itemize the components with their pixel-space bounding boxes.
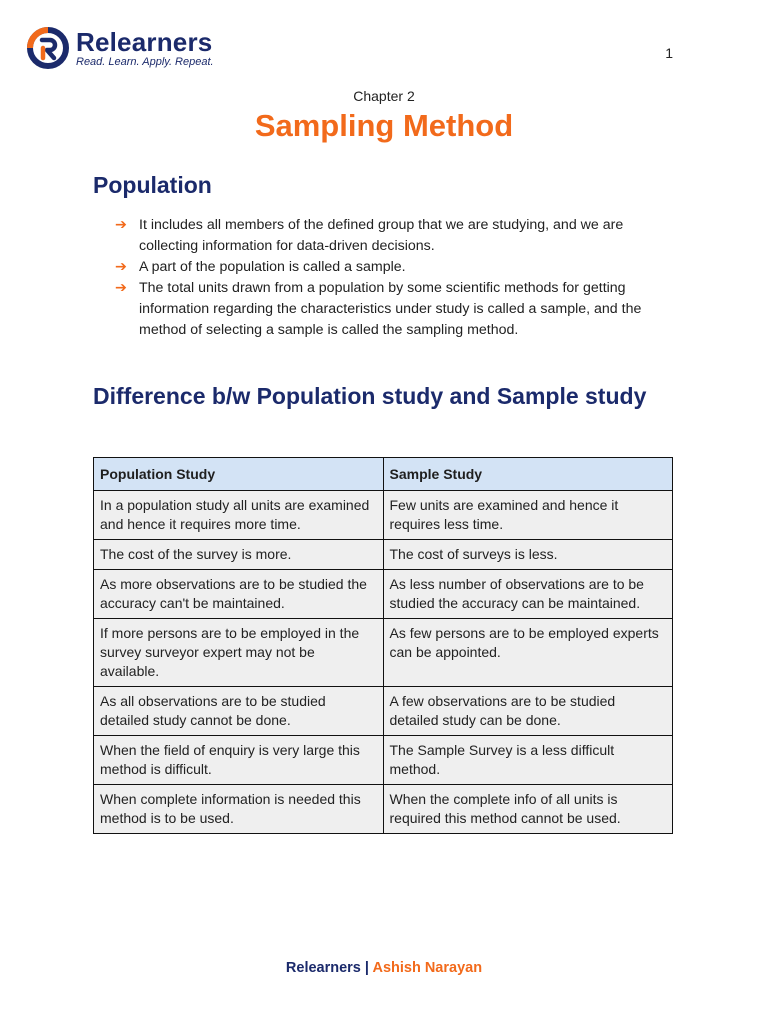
table-row (94, 540, 673, 570)
population-heading: Population (93, 172, 212, 198)
table-cell: When complete information is needed this method is to be used. (94, 785, 384, 834)
table-row (94, 785, 673, 834)
bullet-text: It includes all members of the defined group that we are studying, and we are collecting information for data-driven decisions. (139, 217, 624, 254)
brand-name: Relearners (76, 26, 213, 57)
table-cell: When the complete info of all units is required this method cannot be used. (383, 785, 673, 834)
table-cell: As less number of observations are to be studied the accuracy can be maintained. (383, 570, 673, 619)
arrow-right-icon: ➔ (115, 280, 127, 296)
table-row (94, 619, 673, 687)
table-row (94, 570, 673, 619)
arrow-right-icon: ➔ (115, 259, 127, 275)
comparison-table (93, 457, 673, 834)
table-cell: A few observations are to be studied detailed study can be done. (383, 687, 673, 736)
brand-text (76, 26, 214, 68)
table-row (94, 687, 673, 736)
table-cell: If more persons are to be employed in the survey surveyor expert may not be available. (94, 619, 384, 687)
chapter-label: Chapter 2 (353, 88, 415, 104)
table-cell: As all observations are to be studied detailed study cannot be done. (94, 687, 384, 736)
bullet-text: The total units drawn from a population by some scientific methods for getting information regarding the characteristics under study is called a sample, and the method of selecting a sample is called the sampling method. (139, 280, 642, 338)
table-cell: Few units are examined and hence it requires less time. (383, 491, 673, 540)
bullet-item (115, 257, 675, 278)
table-cell: As few persons are to be employed experts can be appointed. (383, 619, 673, 687)
footer-separator: | (364, 960, 369, 976)
relearners-logo-icon (26, 26, 70, 70)
footer-author: Ashish Narayan (372, 960, 483, 976)
page-footer (0, 960, 768, 976)
table-header-cell: Population Study (94, 458, 384, 491)
table-cell: When the field of enquiry is very large this method is difficult. (94, 736, 384, 785)
table-row (94, 736, 673, 785)
brand-tagline: Read. Learn. Apply. Repeat. (76, 55, 214, 68)
table-cell: The Sample Survey is a less difficult method. (383, 736, 673, 785)
brand-logo (26, 26, 214, 70)
table-cell: In a population study all units are examined and hence it requires more time. (94, 491, 384, 540)
population-bullet-list (115, 215, 675, 341)
table-cell: The cost of surveys is less. (383, 540, 673, 570)
table-header-row (94, 458, 673, 491)
bullet-text: A part of the population is called a sample. (139, 259, 406, 275)
table-cell: As more observations are to be studied the accuracy can't be maintained. (94, 570, 384, 619)
page-number: 1 (665, 45, 673, 61)
chapter-title: Sampling Method (254, 108, 514, 143)
table-cell: The cost of the survey is more. (94, 540, 384, 570)
table-row (94, 491, 673, 540)
footer-brand: Relearners (285, 960, 361, 976)
arrow-right-icon: ➔ (115, 217, 127, 233)
bullet-item (115, 278, 675, 341)
table-header-cell: Sample Study (383, 458, 673, 491)
bullet-item (115, 215, 675, 257)
difference-heading: Difference b/w Population study and Sample study (93, 383, 647, 409)
